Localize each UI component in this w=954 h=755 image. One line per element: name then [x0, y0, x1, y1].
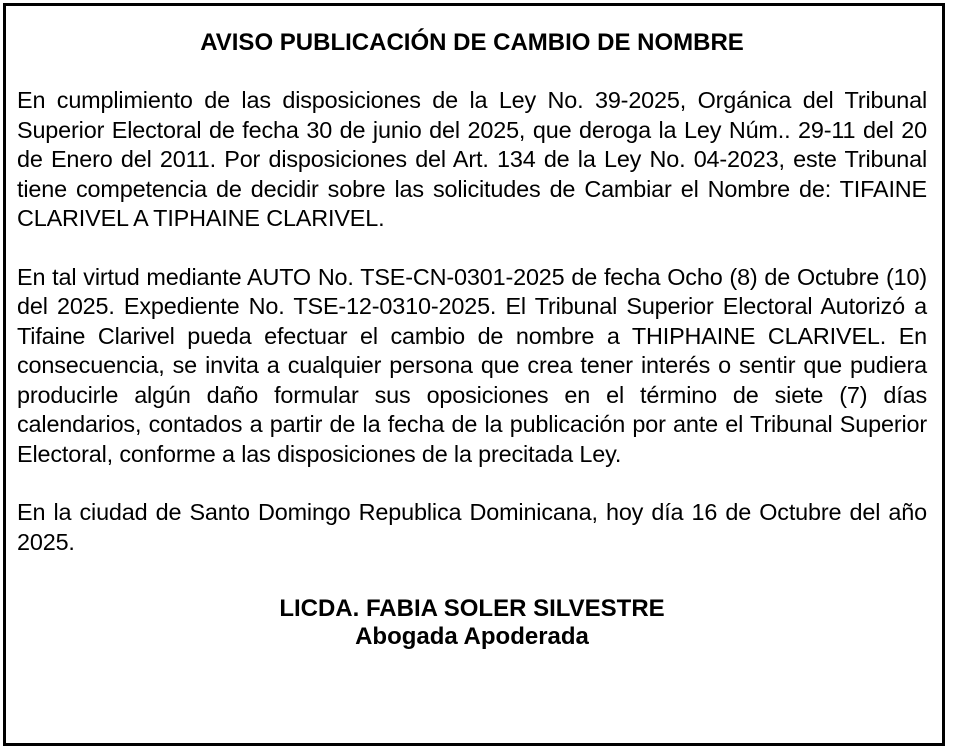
signatory-role: Abogada Apoderada	[355, 623, 589, 650]
notice-content	[17, 28, 927, 651]
paragraph-authorization: En tal virtud mediante AUTO No. TSE-CN-0301-2025 de fecha Ocho (8) de Octubre (10) del 2025. Expediente No. TSE-12-0310-2025. El Tribunal Superior Electoral Autorizó a Tifaine Clarivel pueda efectuar el cambio de nombre a THIPHAINE CLARIVEL. En consecuencia, se invita a cualquier persona que crea tener interés o sentir que pudiera producirle algún daño formular sus oposiciones en el término de siete (7) días calendarios, contados a partir de la fecha de la publicación por ante el Tribunal Superior Electoral, conforme a las disposiciones de la precitada Ley.	[17, 263, 927, 467]
signature-block	[17, 595, 927, 651]
paragraph-place-date: En la ciudad de Santo Domingo Republica Dominicana, hoy día 16 de Octubre del año 2025.	[17, 499, 927, 555]
signatory-name: LICDA. FABIA SOLER SILVESTRE	[279, 595, 665, 622]
notice-title: AVISO PUBLICACIÓN DE CAMBIO DE NOMBRE	[200, 29, 744, 56]
paragraph-legal-basis: En cumplimiento de las disposiciones de la Ley No. 39-2025, Orgánica del Tribunal Superior Electoral de fecha 30 de junio del 2025, que deroga la Ley Núm.. 29-11 del 20 de Enero del 2011. Por disposiciones del Art. 134 de la Ley No. 04-2023, este Tribunal tiene competencia de decidir sobre las solicitudes de Cambiar el Nombre de: TIFAINE CLARIVEL A TIPHAINE CLARIVEL.	[17, 87, 927, 231]
